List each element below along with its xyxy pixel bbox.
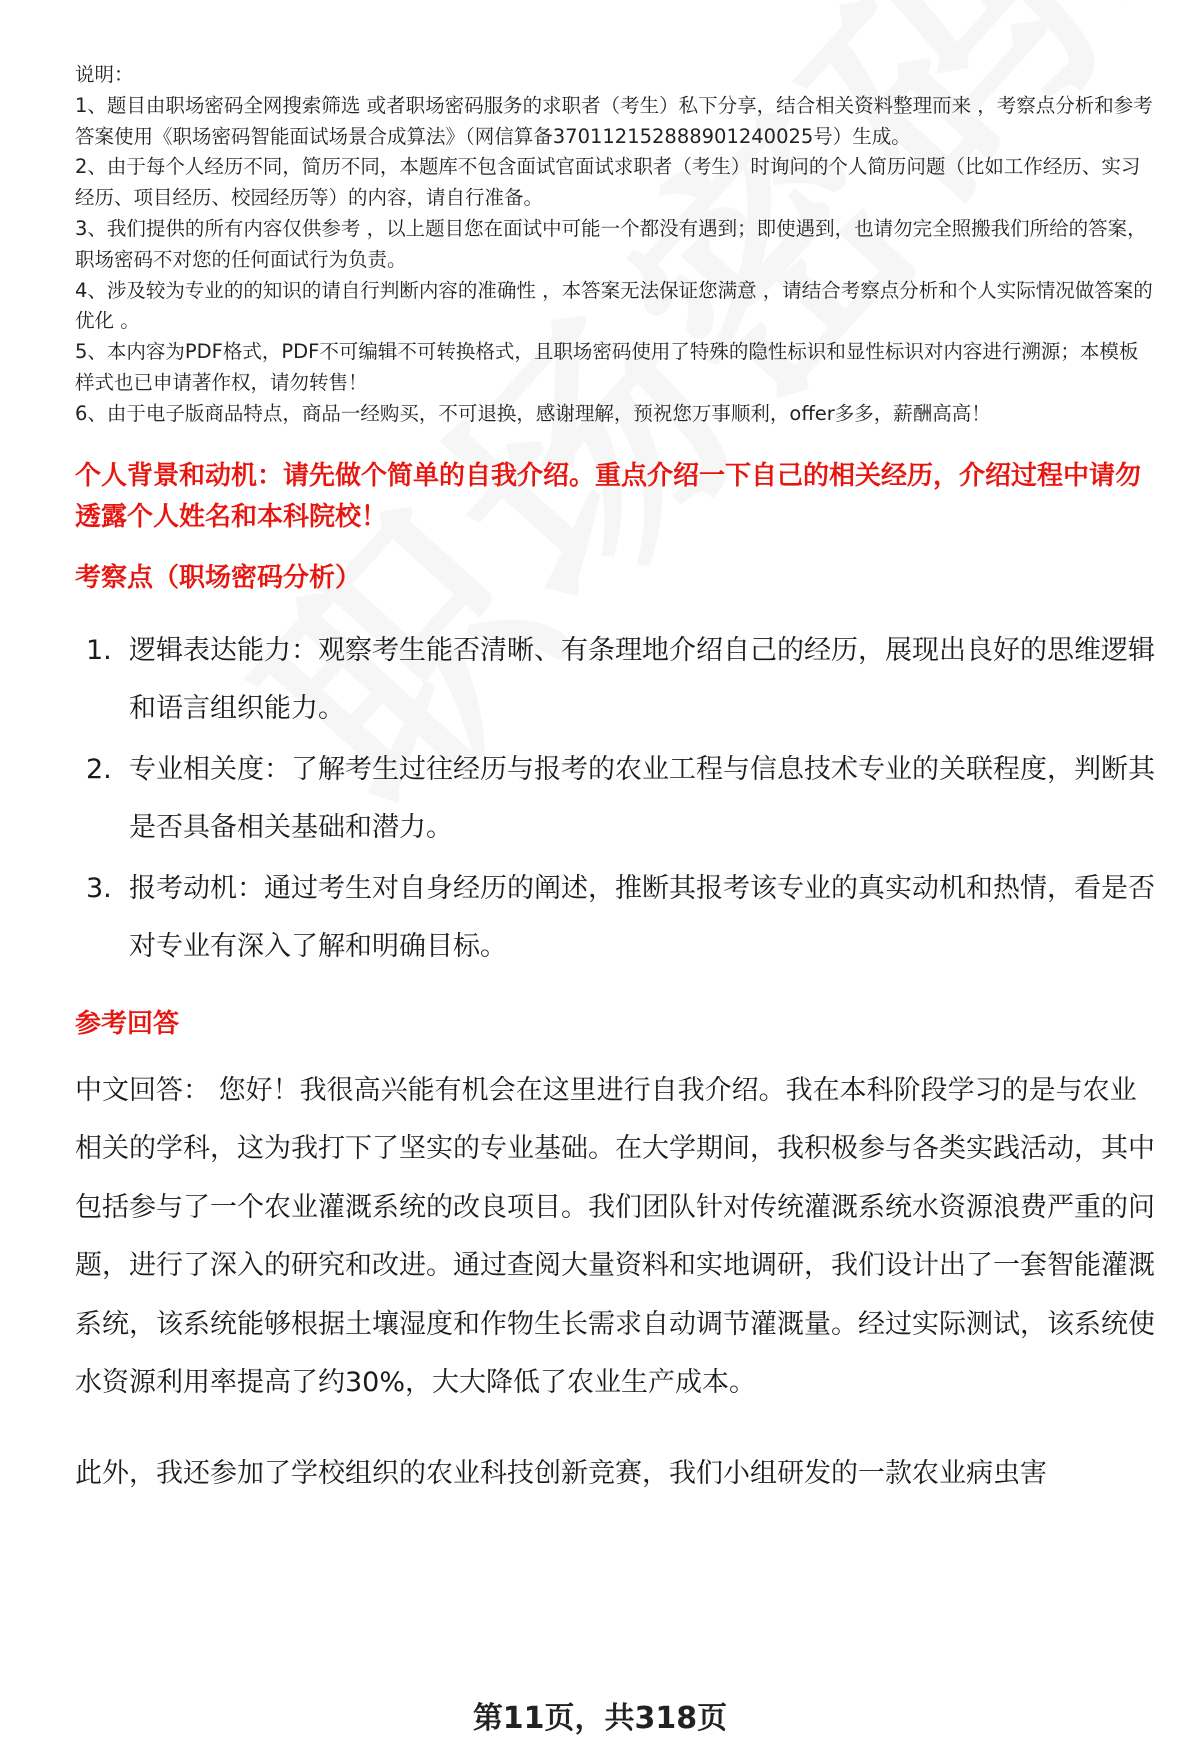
- notes-block: [75, 60, 1155, 430]
- notes-item: 5、本内容为PDF格式，PDF不可编辑不可转换格式，且职场密码使用了特殊的隐性标识和显性标识对内容进行溯源；本模板样式也已申请著作权，请勿转售！: [75, 340, 1139, 394]
- notes-item: 4、涉及较为专业的的知识的请自行判断内容的准确性 ，本答案无法保证您满意 ，请结合考察点分析和个人实际情况做答案的优化 。: [75, 278, 1153, 333]
- list-item-number: 1.: [86, 634, 112, 666]
- list-item-text: 逻辑表达能力：观察考生能否清晰、有条理地介绍自己的经历，展现出良好的思维逻辑和语言组织能力。: [129, 634, 1155, 724]
- list-item: [75, 741, 1155, 857]
- page-number: 第11页，共318页: [472, 1701, 728, 1736]
- points-heading: 考察点（职场密码分析）: [75, 562, 362, 593]
- list-item-text: 报考动机：通过考生对自身经历的阐述，推断其报考该专业的真实动机和热情，看是否对专业有深入了解和明确目标。: [129, 872, 1155, 962]
- assessment-points-list: [75, 622, 1155, 976]
- reference-answer: [75, 1062, 1155, 1504]
- notes-item: 3、我们提供的所有内容仅供参考 ，以上题目您在面试中可能一个都没有遇到；即使遇到，也请勿完全照搬我们所给的答案，职场密码不对您的任何面试行为负责。: [75, 216, 1147, 271]
- list-item: [75, 860, 1155, 976]
- notes-item: 1、题目由职场密码全网搜索筛选 或者职场密码服务的求职者（考生）私下分享，结合相关资料整理而来 ，考察点分析和参考答案使用《职场密码智能面试场景合成算法》（网信算备370112152888901240025号）生成。: [75, 93, 1153, 148]
- notes-item: 6、由于电子版商品特点，商品一经购买，不可退换，感谢理解，预祝您万事顺利，offer多多，薪酬高高！: [75, 401, 991, 425]
- answer-heading: 参考回答: [75, 1008, 180, 1039]
- notes-item: 2、由于每个人经历不同，简历不同，本题库不包含面试官面试求职者（考生）时询问的个人简历问题（比如工作经历、实习经历、项目经历、校园经历等）的内容，请自行准备。: [75, 155, 1141, 210]
- list-item-number: 2.: [86, 753, 112, 785]
- list-item: [75, 622, 1155, 738]
- interview-question: 个人背景和动机：请先做个简单的自我介绍。重点介绍一下自己的相关经历，介绍过程中请勿透露个人姓名和本科院校！: [75, 460, 1142, 532]
- page-content: [75, 60, 1155, 1503]
- answer-paragraph: 中文回答： 您好！我很高兴能有机会在这里进行自我介绍。我在本科阶段学习的是与农业相关的学科，这为我打下了坚实的专业基础。在大学期间，我积极参与各类实践活动，其中包括参与了一个农业灌溉系统的改良项目。我们团队针对传统灌溉系统水资源浪费严重的问题，进行了深入的研究和改进。通过查阅大量资料和实地调研，我们设计出了一套智能灌溉系统，该系统能够根据土壤湿度和作物生长需求自动调节灌溉量。经过实际测试，该系统使水资源利用率提高了约30%，大大降低了农业生产成本。: [75, 1074, 1155, 1399]
- notes-title: 说明：: [75, 63, 134, 86]
- answer-paragraph: 此外，我还参加了学校组织的农业科技创新竞赛，我们小组研发的一款农业病虫害: [75, 1457, 1047, 1489]
- list-item-number: 3.: [86, 872, 112, 904]
- list-item-text: 专业相关度：了解考生过往经历与报考的农业工程与信息技术专业的关联程度，判断其是否具备相关基础和潜力。: [129, 753, 1155, 843]
